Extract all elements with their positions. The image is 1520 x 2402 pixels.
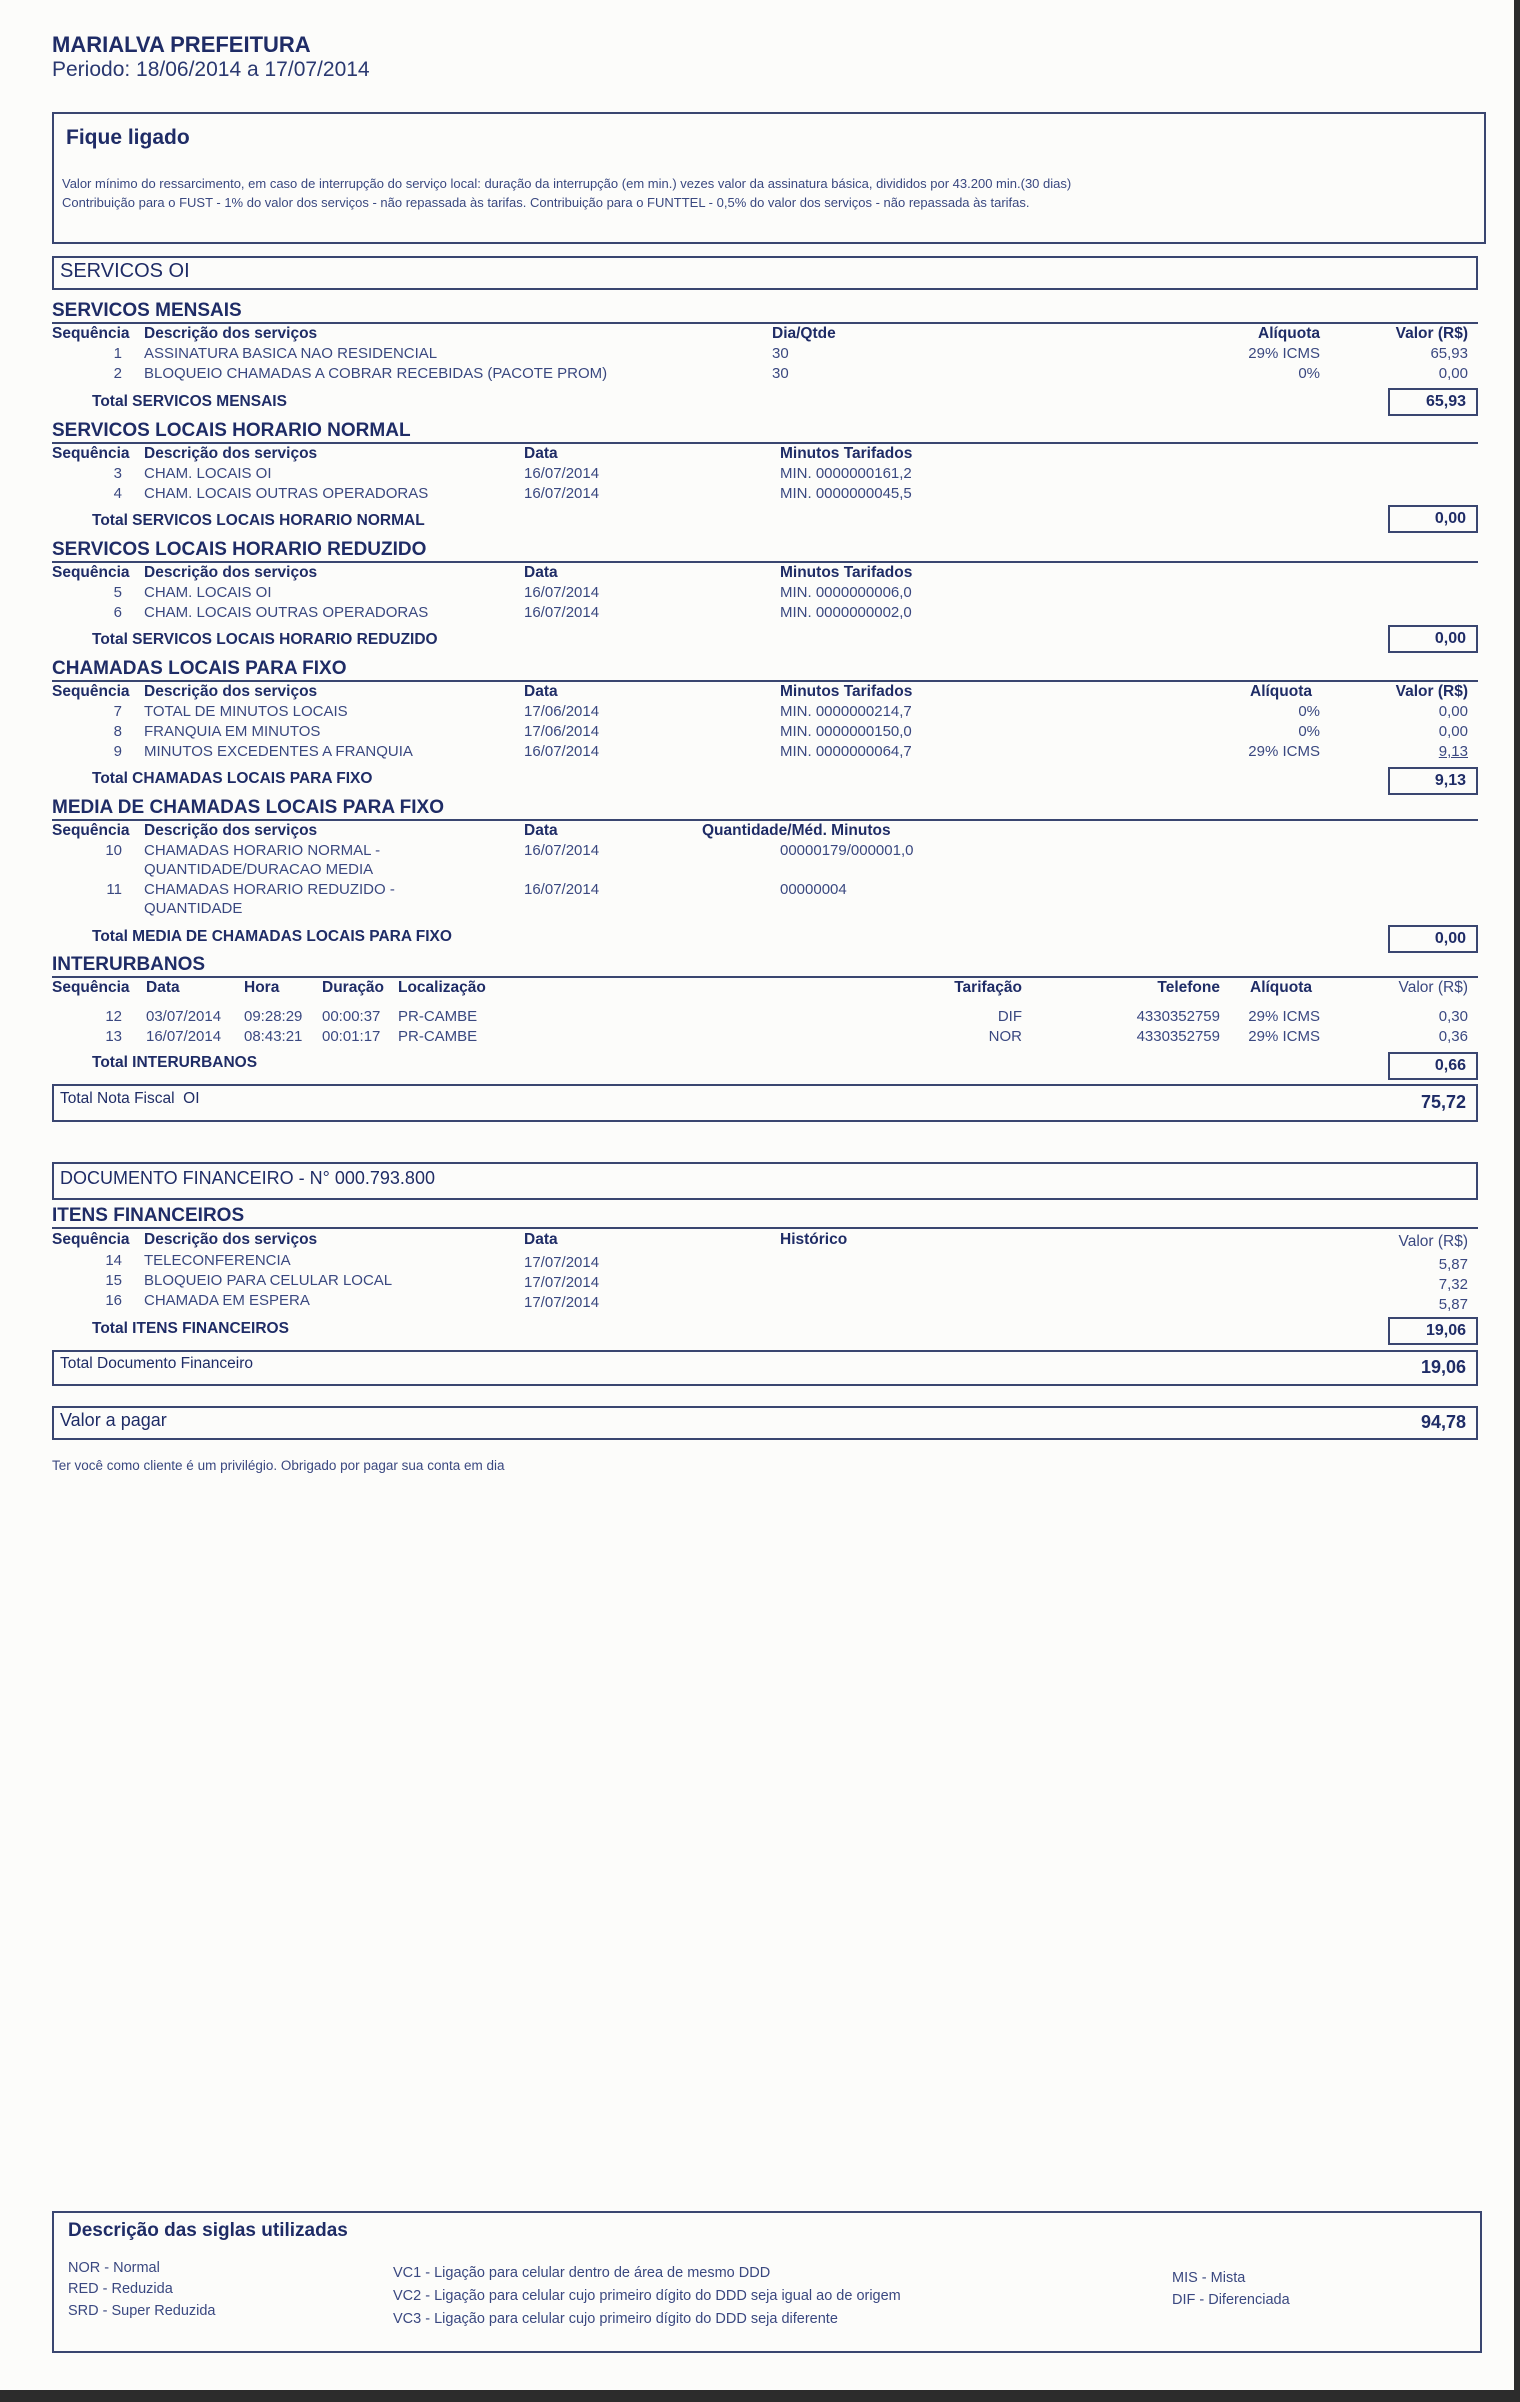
total-label: Total SERVICOS MENSAIS (92, 393, 287, 410)
row-min: MIN. 0000000214,7 (780, 703, 912, 720)
row-seq: 14 (105, 1252, 122, 1269)
row-dia: 30 (772, 345, 789, 362)
row-data: 16/07/2014 (146, 1028, 222, 1045)
col-header-aliq: Alíquota (1250, 683, 1312, 700)
row-tarifacao: DIF (997, 1008, 1022, 1025)
footer-message: Ter você como cliente é um privilégio. Obrigado por pagar sua conta em dia (52, 1458, 505, 1473)
col-header-telefone: Telefone (1157, 979, 1220, 996)
divider (52, 680, 1478, 682)
col-header-dia: Dia/Qtde (772, 325, 836, 342)
col-header-aliq: Alíquota (1258, 325, 1320, 342)
siglas-title: Descrição das siglas utilizadas (68, 2220, 348, 2241)
row-aliq: 0% (1298, 365, 1320, 382)
row-valor: 7,32 (1438, 1276, 1468, 1293)
total-label: Total INTERURBANOS (92, 1054, 258, 1071)
col-header-historico: Histórico (780, 1231, 848, 1248)
row-valor: 9,13 (1438, 743, 1468, 760)
col-header-duracao: Duração (322, 979, 385, 996)
row-min: MIN. 0000000064,7 (780, 743, 912, 760)
pagar-label: Valor a pagar (60, 1410, 167, 1430)
row-seq: 7 (113, 703, 122, 720)
row-data: 17/07/2014 (524, 1274, 600, 1291)
col-header-data: Data (524, 1231, 558, 1248)
section-title-locais-normal: SERVICOS LOCAIS HORARIO NORMAL (52, 420, 411, 441)
row-valor: 0,00 (1438, 365, 1468, 382)
nota-fiscal-label: Total Nota Fiscal OI (60, 1090, 200, 1107)
row-seq: 4 (113, 485, 122, 502)
row-localizacao: PR-CAMBE (398, 1008, 478, 1025)
col-header-hora: Hora (244, 979, 280, 996)
col-header-aliq: Alíquota (1250, 979, 1312, 996)
row-data: 16/07/2014 (524, 465, 600, 482)
divider (52, 819, 1478, 821)
row-data: 17/06/2014 (524, 703, 600, 720)
row-seq: 16 (105, 1292, 122, 1309)
row-data: 16/07/2014 (524, 584, 600, 601)
col-header-valor: Valor (R$) (1398, 979, 1468, 996)
col-header-seq: Sequência (52, 445, 130, 462)
row-aliq: 29% ICMS (1248, 1028, 1320, 1045)
row-dia: 30 (772, 365, 789, 382)
col-header-data: Data (524, 683, 558, 700)
total-value-box: 19,06 (1388, 1317, 1478, 1345)
col-header-min: Minutos Tarifados (780, 683, 913, 700)
row-desc: CHAMADAS HORARIO NORMAL - (144, 842, 381, 859)
total-value-box: 0,00 (1388, 925, 1478, 953)
nota-fiscal-box (52, 1084, 1478, 1122)
col-header-min: Minutos Tarifados (780, 564, 913, 581)
row-seq: 2 (113, 365, 122, 382)
total-value-box: 0,66 (1388, 1052, 1478, 1080)
divider (52, 976, 1478, 978)
col-header-data: Data (524, 564, 558, 581)
total-label: Total ITENS FINANCEIROS (92, 1320, 289, 1337)
row-desc: CHAMADAS HORARIO REDUZIDO - (144, 881, 395, 898)
sigla-mis: MIS - Mista (1172, 2270, 1246, 2286)
pagar-value: 94,78 (1420, 1412, 1466, 1432)
section-title-mensais: SERVICOS MENSAIS (52, 300, 242, 321)
col-header-seq: Sequência (52, 1231, 130, 1248)
total-label: Total CHAMADAS LOCAIS PARA FIXO (92, 770, 373, 787)
row-telefone: 4330352759 (1136, 1028, 1220, 1045)
row-desc: MINUTOS EXCEDENTES A FRANQUIA (144, 743, 413, 760)
col-header-desc: Descrição dos serviços (144, 445, 318, 462)
total-value-box: 9,13 (1388, 767, 1478, 795)
row-seq: 13 (105, 1028, 122, 1045)
divider (52, 322, 1478, 324)
row-data: 16/07/2014 (524, 485, 600, 502)
section-title-interurbanos: INTERURBANOS (52, 954, 206, 975)
row-desc-cont: QUANTIDADE/DURACAO MEDIA (144, 861, 374, 878)
section-title-itens: ITENS FINANCEIROS (52, 1205, 245, 1226)
col-header-valor: Valor (R$) (1395, 325, 1468, 342)
row-telefone: 4330352759 (1136, 1008, 1220, 1025)
col-header-desc: Descrição dos serviços (144, 1231, 318, 1248)
col-header-seq: Sequência (52, 822, 130, 839)
row-desc: TOTAL DE MINUTOS LOCAIS (144, 703, 348, 720)
row-aliq: 29% ICMS (1248, 743, 1320, 760)
row-data: 03/07/2014 (146, 1008, 222, 1025)
row-desc-cont: QUANTIDADE (144, 900, 243, 917)
row-desc: CHAM. LOCAIS OI (144, 465, 272, 482)
company-name: MARIALVA PREFEITURA (52, 32, 311, 57)
row-seq: 11 (106, 881, 122, 898)
row-duracao: 00:01:17 (322, 1028, 381, 1045)
row-data: 16/07/2014 (524, 881, 600, 898)
notice-line-1: Valor mínimo do ressarcimento, em caso de interrupção do serviço local: duração da interrupção (em min.) vezes valor da assinatura básica, divididos por 43.200 min.(30 dias) (62, 176, 1072, 191)
notice-line-2: Contribuição para o FUST - 1% do valor dos serviços - não repassada às tarifas. Contribuição para o FUNTTEL - 0,5% do valor dos serviços - não repassada às tarifas. (62, 195, 1030, 210)
row-valor: 0,00 (1438, 703, 1468, 720)
row-seq: 5 (113, 584, 122, 601)
row-min: MIN. 0000000150,0 (780, 723, 912, 740)
pagar-box (52, 1406, 1478, 1440)
billing-period: Periodo: 18/06/2014 a 17/07/2014 (52, 58, 370, 81)
row-seq: 9 (113, 743, 122, 760)
row-tarifacao: NOR (988, 1028, 1022, 1045)
col-header-localizacao: Localização (398, 979, 486, 996)
total-label: Total MEDIA DE CHAMADAS LOCAIS PARA FIXO (92, 928, 452, 945)
col-header-seq: Sequência (52, 683, 130, 700)
row-desc: ASSINATURA BASICA NAO RESIDENCIAL (144, 345, 438, 362)
row-valor: 0,30 (1438, 1008, 1468, 1025)
row-desc: BLOQUEIO CHAMADAS A COBRAR RECEBIDAS (PACOTE PROM) (144, 365, 608, 382)
col-header-data: Data (146, 979, 180, 996)
sigla-vc1: VC1 - Ligação para celular dentro de área de mesmo DDD (393, 2265, 771, 2281)
row-valor: 0,36 (1438, 1028, 1468, 1045)
row-desc: CHAM. LOCAIS OUTRAS OPERADORAS (144, 485, 429, 502)
row-aliq: 0% (1298, 703, 1320, 720)
col-header-data: Data (524, 445, 558, 462)
row-seq: 15 (105, 1272, 122, 1289)
row-seq: 6 (113, 604, 122, 621)
services-title: SERVICOS OI (60, 260, 190, 282)
row-duracao: 00:00:37 (322, 1008, 381, 1025)
doc-total-value: 19,06 (1420, 1357, 1466, 1377)
sigla-red: RED - Reduzida (68, 2281, 173, 2297)
total-value-box: 0,00 (1388, 505, 1478, 533)
col-header-desc: Descrição dos serviços (144, 683, 318, 700)
row-desc: FRANQUIA EM MINUTOS (144, 723, 321, 740)
col-header-valor: Valor (R$) (1395, 683, 1468, 700)
col-header-seq: Sequência (52, 325, 130, 342)
total-label: Total SERVICOS LOCAIS HORARIO REDUZIDO (92, 631, 438, 648)
row-hora: 09:28:29 (244, 1008, 303, 1025)
row-aliq: 0% (1298, 723, 1320, 740)
notice-title: Fique ligado (66, 126, 190, 149)
row-min: MIN. 0000000006,0 (780, 584, 912, 601)
section-title-media-fixo: MEDIA DE CHAMADAS LOCAIS PARA FIXO (52, 797, 444, 818)
sigla-nor: NOR - Normal (68, 2260, 160, 2276)
row-valor: 65,93 (1430, 345, 1468, 362)
row-valor: 5,87 (1438, 1296, 1468, 1313)
row-data: 16/07/2014 (524, 604, 600, 621)
col-header-min: Minutos Tarifados (780, 445, 913, 462)
row-localizacao: PR-CAMBE (398, 1028, 478, 1045)
sigla-vc2: VC2 - Ligação para celular cujo primeiro dígito do DDD seja igual ao de origem (393, 2288, 901, 2304)
col-header-seq: Sequência (52, 564, 130, 581)
col-header-seq: Sequência (52, 979, 130, 996)
doc-total-box (52, 1350, 1478, 1386)
row-desc: BLOQUEIO PARA CELULAR LOCAL (144, 1272, 393, 1289)
total-value-box: 0,00 (1388, 625, 1478, 653)
row-seq: 12 (105, 1008, 122, 1025)
documento-title: DOCUMENTO FINANCEIRO - N° 000.793.800 (60, 1168, 435, 1188)
row-hora: 08:43:21 (244, 1028, 303, 1045)
row-data: 16/07/2014 (524, 743, 600, 760)
row-data: 17/07/2014 (524, 1294, 600, 1311)
row-desc: TELECONFERENCIA (144, 1252, 291, 1269)
col-header-valor: Valor (R$) (1398, 1233, 1468, 1250)
row-data: 17/07/2014 (524, 1254, 600, 1271)
row-min: MIN. 0000000161,2 (780, 465, 912, 482)
nota-fiscal-total: 75,72 (1420, 1092, 1466, 1112)
row-aliq: 29% ICMS (1248, 1008, 1320, 1025)
section-title-locais-reduzido: SERVICOS LOCAIS HORARIO REDUZIDO (52, 539, 427, 560)
col-header-desc: Descrição dos serviços (144, 325, 318, 342)
row-aliq: 29% ICMS (1248, 345, 1320, 362)
row-min: MIN. 0000000002,0 (780, 604, 912, 621)
row-min: MIN. 0000000045,5 (780, 485, 912, 502)
col-header-desc: Descrição dos serviços (144, 822, 318, 839)
services-title-box (52, 256, 1478, 290)
row-qtd: 00000179/000001,0 (780, 842, 914, 859)
sigla-dif: DIF - Diferenciada (1172, 2292, 1290, 2308)
row-seq: 1 (113, 345, 122, 362)
row-desc: CHAM. LOCAIS OI (144, 584, 272, 601)
col-header-desc: Descrição dos serviços (144, 564, 318, 581)
sigla-vc3: VC3 - Ligação para celular cujo primeiro dígito do DDD seja diferente (393, 2311, 838, 2327)
col-header-tarifacao: Tarifação (954, 979, 1022, 996)
row-valor: 0,00 (1438, 723, 1468, 740)
total-value-box: 65,93 (1388, 388, 1478, 416)
row-data: 16/07/2014 (524, 842, 600, 859)
row-seq: 8 (113, 723, 122, 740)
doc-total-label: Total Documento Financeiro (60, 1355, 253, 1372)
row-data: 17/06/2014 (524, 723, 600, 740)
total-label: Total SERVICOS LOCAIS HORARIO NORMAL (92, 512, 425, 529)
row-valor: 5,87 (1438, 1256, 1468, 1273)
sigla-srd: SRD - Super Reduzida (68, 2303, 216, 2319)
row-qtd: 00000004 (780, 881, 847, 898)
col-header-data: Data (524, 822, 558, 839)
col-header-qtd: Quantidade/Méd. Minutos (702, 822, 891, 839)
row-desc: CHAMADA EM ESPERA (144, 1292, 310, 1309)
divider (52, 1227, 1478, 1229)
row-seq: 10 (105, 842, 122, 859)
divider (52, 561, 1478, 563)
row-seq: 3 (113, 465, 122, 482)
divider (52, 442, 1478, 444)
section-title-chamadas-fixo: CHAMADAS LOCAIS PARA FIXO (52, 658, 347, 679)
row-desc: CHAM. LOCAIS OUTRAS OPERADORAS (144, 604, 429, 621)
